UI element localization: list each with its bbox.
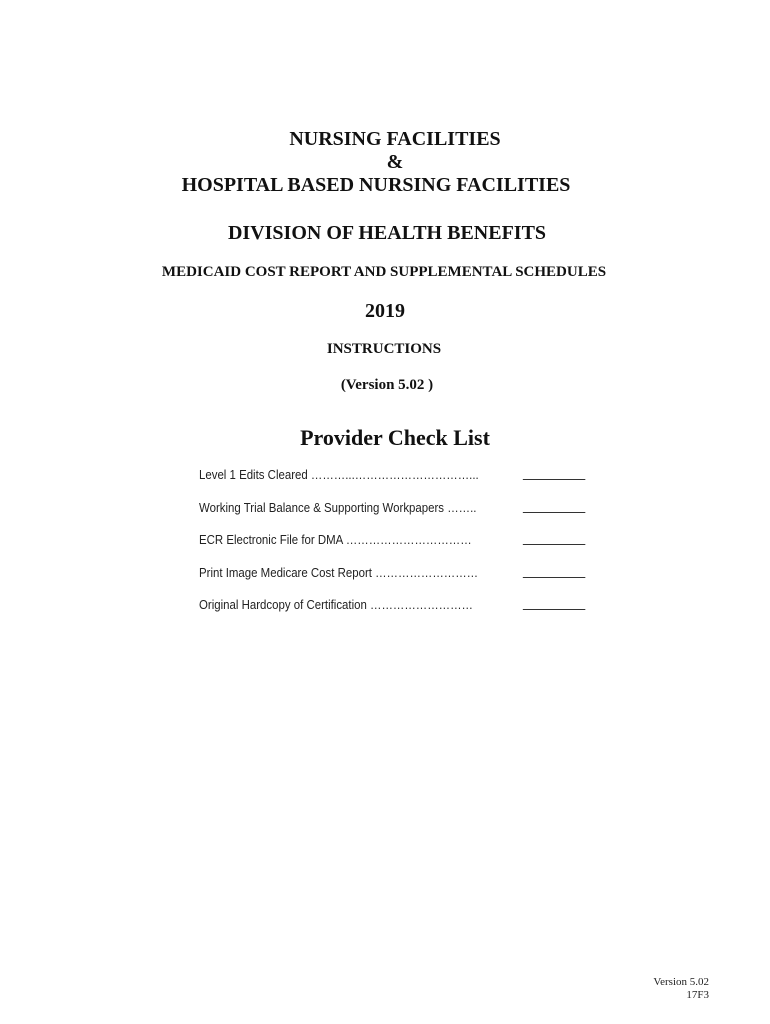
checklist-item <box>199 565 551 598</box>
title-hospital-based: HOSPITAL BASED NURSING FACILITIES <box>181 174 571 196</box>
checklist-title: Provider Check List <box>300 425 490 450</box>
checklist-item <box>199 532 551 565</box>
page-footer <box>653 976 709 1002</box>
provider-checklist <box>199 467 551 630</box>
footer-code: 17F3 <box>686 989 709 1001</box>
checklist-item-label: Level 1 Edits Cleared ………...…………………………... <box>199 467 479 482</box>
report-year: 2019 <box>365 300 405 322</box>
checklist-item <box>199 500 551 533</box>
checklist-item <box>199 467 551 500</box>
version-label: (Version 5.02 ) <box>340 377 434 393</box>
checklist-blank-line <box>523 577 585 578</box>
checklist-item-label: Working Trial Balance & Supporting Workpapers …….. <box>199 499 477 515</box>
division-title: DIVISION OF HEALTH BENEFITS <box>227 222 547 244</box>
checklist-blank-line <box>523 544 585 545</box>
checklist-item <box>199 597 551 630</box>
footer-version: Version 5.02 <box>653 976 709 988</box>
checklist-item-label: Print Image Medicare Cost Report ……………………… <box>199 564 479 580</box>
title-ampersand: & <box>386 151 404 173</box>
checklist-item-label: Original Hardcopy of Certification ……………………… <box>199 597 473 612</box>
checklist-blank-line <box>523 609 585 610</box>
checklist-blank-line <box>523 479 585 480</box>
title-nursing-facilities: NURSING FACILITIES <box>289 128 501 150</box>
report-title: MEDICAID COST REPORT AND SUPPLEMENTAL SCHEDULES <box>161 264 607 280</box>
checklist-item-label: ECR Electronic File for DMA …………………………… <box>199 532 472 547</box>
checklist-blank-line <box>523 512 585 513</box>
instructions-heading: INSTRUCTIONS <box>326 341 442 357</box>
